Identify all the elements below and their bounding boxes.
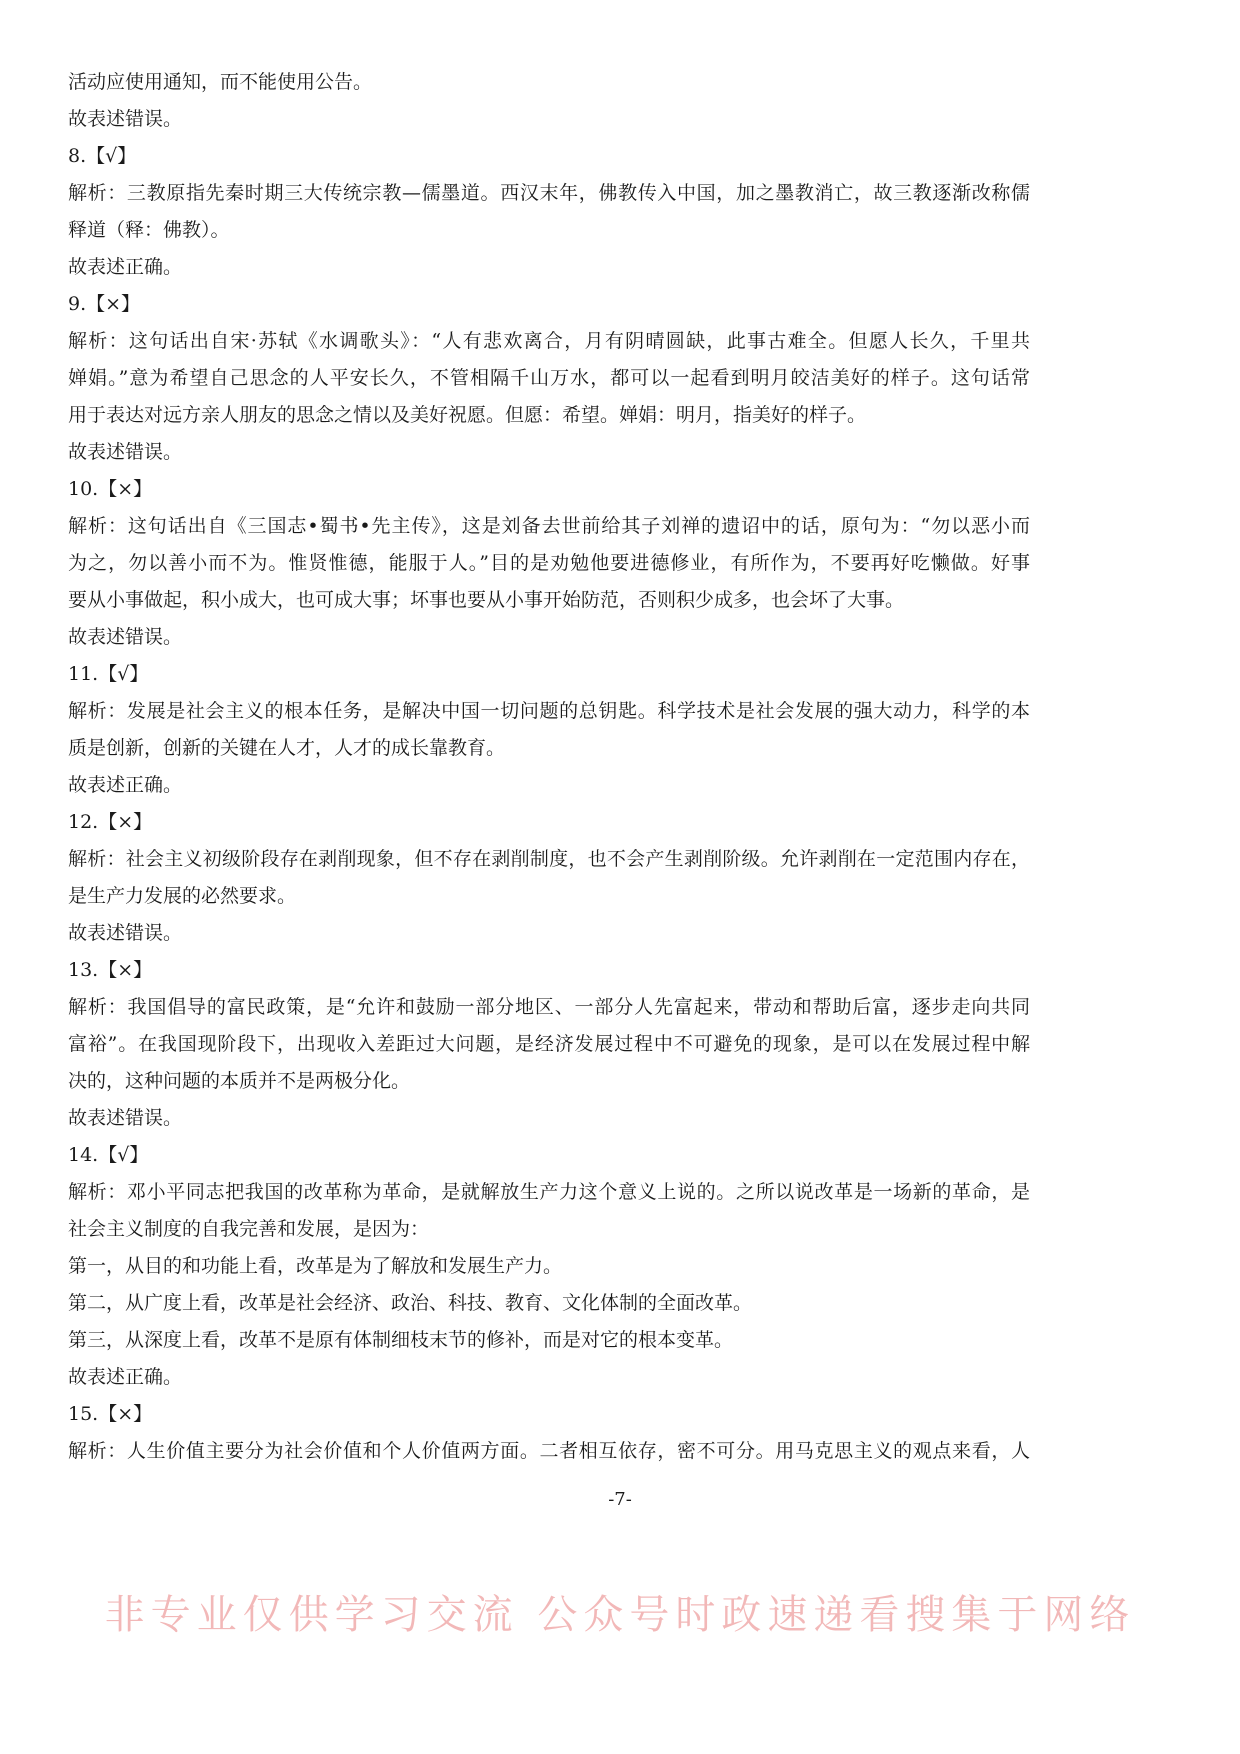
conclusion: 故表述正确。 <box>68 1366 183 1388</box>
analysis-line: 用于表达对远方亲人朋友的思念之情以及美好祝愿。但愿：希望。婵娟：明月，指美好的样子。 <box>68 404 867 426</box>
analysis-line: 富裕”。在我国现阶段下，出现收入差距过大问题，是经济发展过程中不可避免的现象，是可以在发展过程中解 <box>68 1033 1030 1055</box>
conclusion: 故表述正确。 <box>68 256 183 278</box>
analysis-line: 解析：人生价值主要分为社会价值和个人价值两方面。二者相互依存，密不可分。用马克思主义的观点来看，人 <box>68 1440 1030 1462</box>
analysis-line: 决的，这种问题的本质并不是两极分化。 <box>68 1070 411 1092</box>
item-label: 12.【×】 <box>68 811 153 833</box>
analysis-line: 社会主义制度的自我完善和发展，是因为： <box>68 1218 430 1240</box>
item-label: 8.【√】 <box>68 145 137 167</box>
analysis-line: 第三，从深度上看，改革不是原有体制细枝末节的修补，而是对它的根本变革。 <box>68 1329 734 1351</box>
analysis-line: 解析：邓小平同志把我国的改革称为革命，是就解放生产力这个意义上说的。之所以说改革是一场新的革命，是 <box>68 1181 1030 1203</box>
analysis-line: 解析：这句话出自宋·苏轼《水调歌头》：“人有悲欢离合，月有阴晴圆缺，此事古难全。但愿人长久，千里共 <box>68 330 1030 352</box>
item-label: 9.【×】 <box>68 293 141 315</box>
item-label: 15.【×】 <box>68 1403 153 1425</box>
analysis-line: 质是创新，创新的关键在人才，人才的成长靠教育。 <box>68 737 506 759</box>
analysis-line: 第一，从目的和功能上看，改革是为了解放和发展生产力。 <box>68 1255 563 1277</box>
conclusion: 故表述错误。 <box>68 626 183 648</box>
item-label: 11.【√】 <box>68 663 149 685</box>
analysis-line: 解析：发展是社会主义的根本任务，是解决中国一切问题的总钥匙。科学技术是社会发展的强大动力，科学的本 <box>68 700 1030 722</box>
item-label: 10.【×】 <box>68 478 153 500</box>
analysis-line: 第二，从广度上看，改革是社会经济、政治、科技、教育、文化体制的全面改革。 <box>68 1292 753 1314</box>
analysis-line: 解析：三教原指先秦时期三大传统宗教—儒墨道。西汉末年，佛教传入中国，加之墨教消亡，故三教逐渐改称儒 <box>68 182 1030 204</box>
analysis-line: 要从小事做起，积小成大，也可成大事；坏事也要从小事开始防范，否则积少成多，也会坏了大事。 <box>68 589 905 611</box>
conclusion: 故表述错误。 <box>68 1107 183 1129</box>
analysis-line: 是生产力发展的必然要求。 <box>68 885 297 907</box>
analysis-line: 释道（释：佛教）。 <box>68 219 230 241</box>
analysis-line: 解析：这句话出自《三国志•蜀书•先主传》，这是刘备去世前给其子刘禅的遗诏中的话，原句为：“勿以恶小而 <box>68 515 1030 537</box>
document-body <box>68 64 1030 1470</box>
analysis-line: 婵娟。”意为希望自己思念的人平安长久，不管相隔千山万水，都可以一起看到明月皎洁美好的样子。这句话常 <box>68 367 1030 389</box>
text-line: 活动应使用通知，而不能使用公告。 <box>68 71 373 93</box>
analysis-line: 为之，勿以善小而不为。惟贤惟德，能服于人。”目的是劝勉他要进德修业，有所作为，不要再好吃懒做。好事 <box>68 552 1030 574</box>
page-number: -7- <box>608 1489 632 1510</box>
watermark: 非专业仅供学习交流 公众号时政速递看搜集于网络 <box>104 1592 1136 1638</box>
conclusion: 故表述错误。 <box>68 441 183 463</box>
conclusion: 故表述正确。 <box>68 774 183 796</box>
conclusion: 故表述错误。 <box>68 108 183 130</box>
analysis-line: 解析：社会主义初级阶段存在剥削现象，但不存在剥削制度，也不会产生剥削阶级。允许剥削在一定范围内存在， <box>68 848 1030 870</box>
conclusion: 故表述错误。 <box>68 922 183 944</box>
item-label: 14.【√】 <box>68 1144 149 1166</box>
analysis-line: 解析：我国倡导的富民政策，是“允许和鼓励一部分地区、一部分人先富起来，带动和帮助后富，逐步走向共同 <box>68 996 1030 1018</box>
item-label: 13.【×】 <box>68 959 153 981</box>
